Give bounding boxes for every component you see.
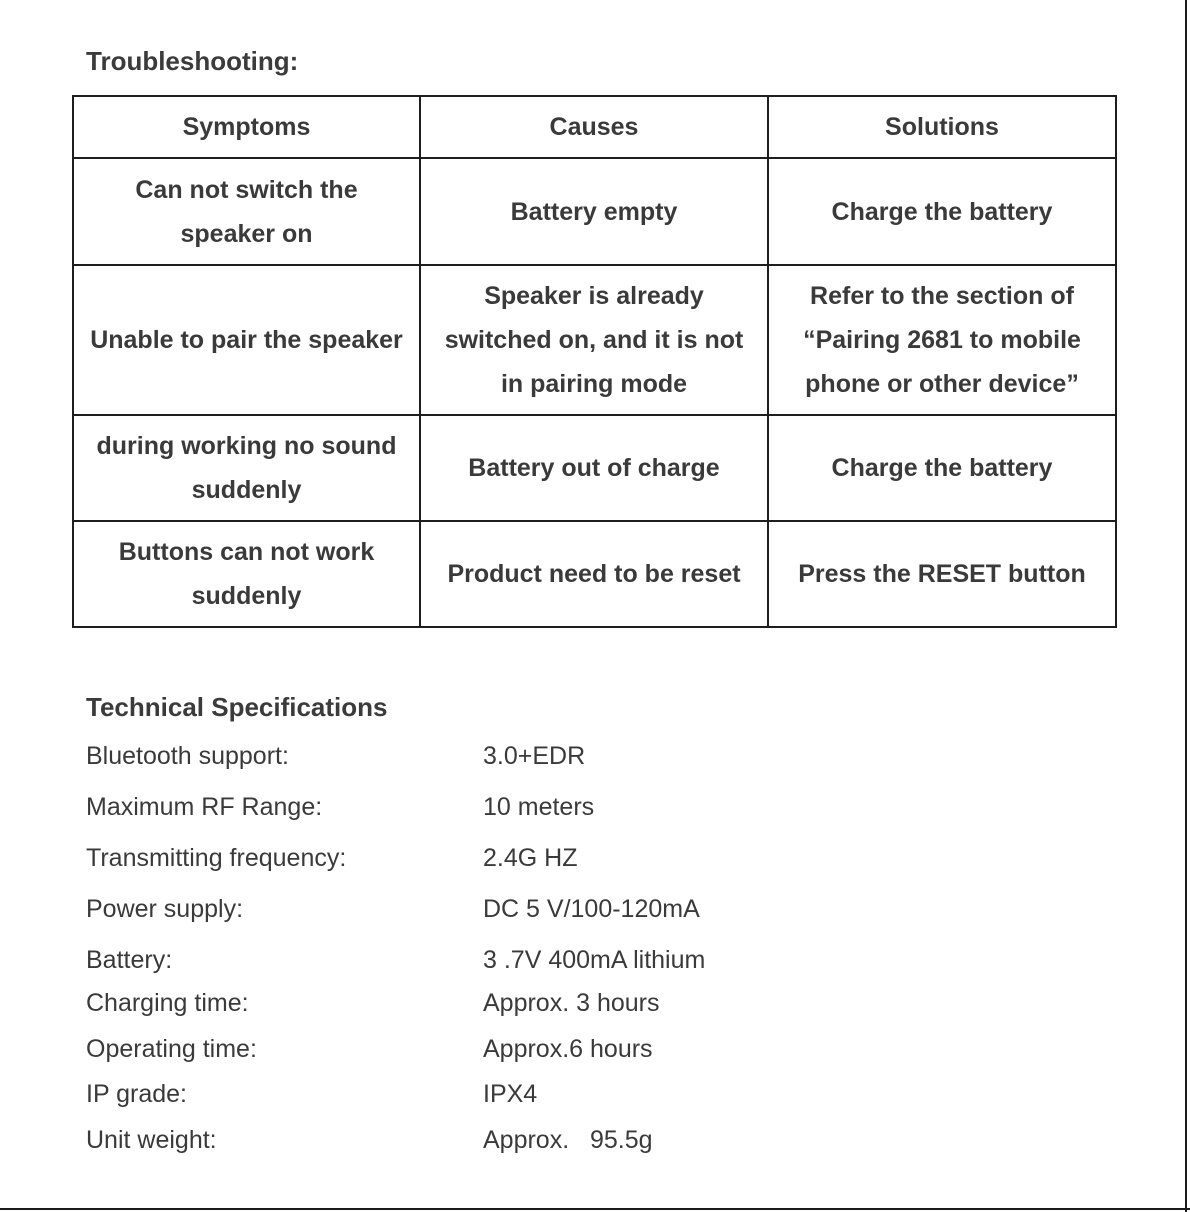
- spec-value: 2.4G HZ: [483, 844, 578, 872]
- spec-label: Battery:: [86, 946, 173, 974]
- symptom-cell: Can not switch the speaker on: [73, 158, 420, 265]
- spec-value: 10 meters: [483, 793, 595, 821]
- spec-row-power-supply: [0, 895, 1100, 931]
- spec-label: Maximum RF Range:: [86, 793, 323, 821]
- cause-cell: Product need to be reset: [420, 521, 768, 627]
- table-header-row: [73, 96, 1116, 158]
- table-row: [73, 158, 1116, 265]
- column-header-causes: Causes: [420, 96, 768, 158]
- spec-value: 3 .7V 400mA lithium: [483, 946, 706, 974]
- table-row: [73, 265, 1116, 415]
- spec-value: Approx. 95.5g: [483, 1126, 653, 1154]
- spec-value: Approx. 3 hours: [483, 989, 660, 1017]
- spec-label: Bluetooth support:: [86, 742, 289, 770]
- spec-row-battery: [0, 946, 1100, 982]
- spec-value: DC 5 V/100-120mA: [483, 895, 700, 923]
- spec-row-bluetooth: [0, 742, 1100, 778]
- spec-row-unit-weight: [0, 1126, 1100, 1162]
- solution-cell: Charge the battery: [768, 158, 1116, 265]
- spec-row-charging-time: [0, 989, 1100, 1025]
- troubleshooting-heading: Troubleshooting:: [86, 46, 299, 76]
- solution-cell: Refer to the section of “Pairing 2681 to mobile phone or other device”: [768, 265, 1116, 415]
- spec-value: 3.0+EDR: [483, 742, 586, 770]
- solution-cell: Charge the battery: [768, 415, 1116, 521]
- spec-label: Transmitting frequency:: [86, 844, 347, 872]
- spec-label: Power supply:: [86, 895, 244, 923]
- cause-cell: Speaker is already switched on, and it is not in pairing mode: [420, 265, 768, 415]
- spec-label: IP grade:: [86, 1080, 188, 1108]
- spec-value: Approx.6 hours: [483, 1035, 653, 1063]
- table-row: [73, 521, 1116, 627]
- spec-label: Unit weight:: [86, 1126, 217, 1154]
- page-border-right: [1185, 0, 1187, 1212]
- spec-row-rf-range: [0, 793, 1100, 829]
- spec-value: IPX4: [483, 1080, 538, 1108]
- page-border-bottom: [0, 1208, 1190, 1210]
- column-header-solutions: Solutions: [768, 96, 1116, 158]
- table-row: [73, 415, 1116, 521]
- solution-cell: Press the RESET button: [768, 521, 1116, 627]
- symptom-cell: during working no sound suddenly: [73, 415, 420, 521]
- spec-row-frequency: [0, 844, 1100, 880]
- troubleshooting-table: [72, 95, 1117, 628]
- symptom-cell: Unable to pair the speaker: [73, 265, 420, 415]
- spec-label: Charging time:: [86, 989, 249, 1017]
- technical-specifications-heading: Technical Specifications: [86, 692, 388, 722]
- symptom-cell: Buttons can not work suddenly: [73, 521, 420, 627]
- spec-label: Operating time:: [86, 1035, 257, 1063]
- cause-cell: Battery empty: [420, 158, 768, 265]
- spec-row-ip-grade: [0, 1080, 1100, 1116]
- spec-row-operating-time: [0, 1035, 1100, 1071]
- column-header-symptoms: Symptoms: [73, 96, 420, 158]
- cause-cell: Battery out of charge: [420, 415, 768, 521]
